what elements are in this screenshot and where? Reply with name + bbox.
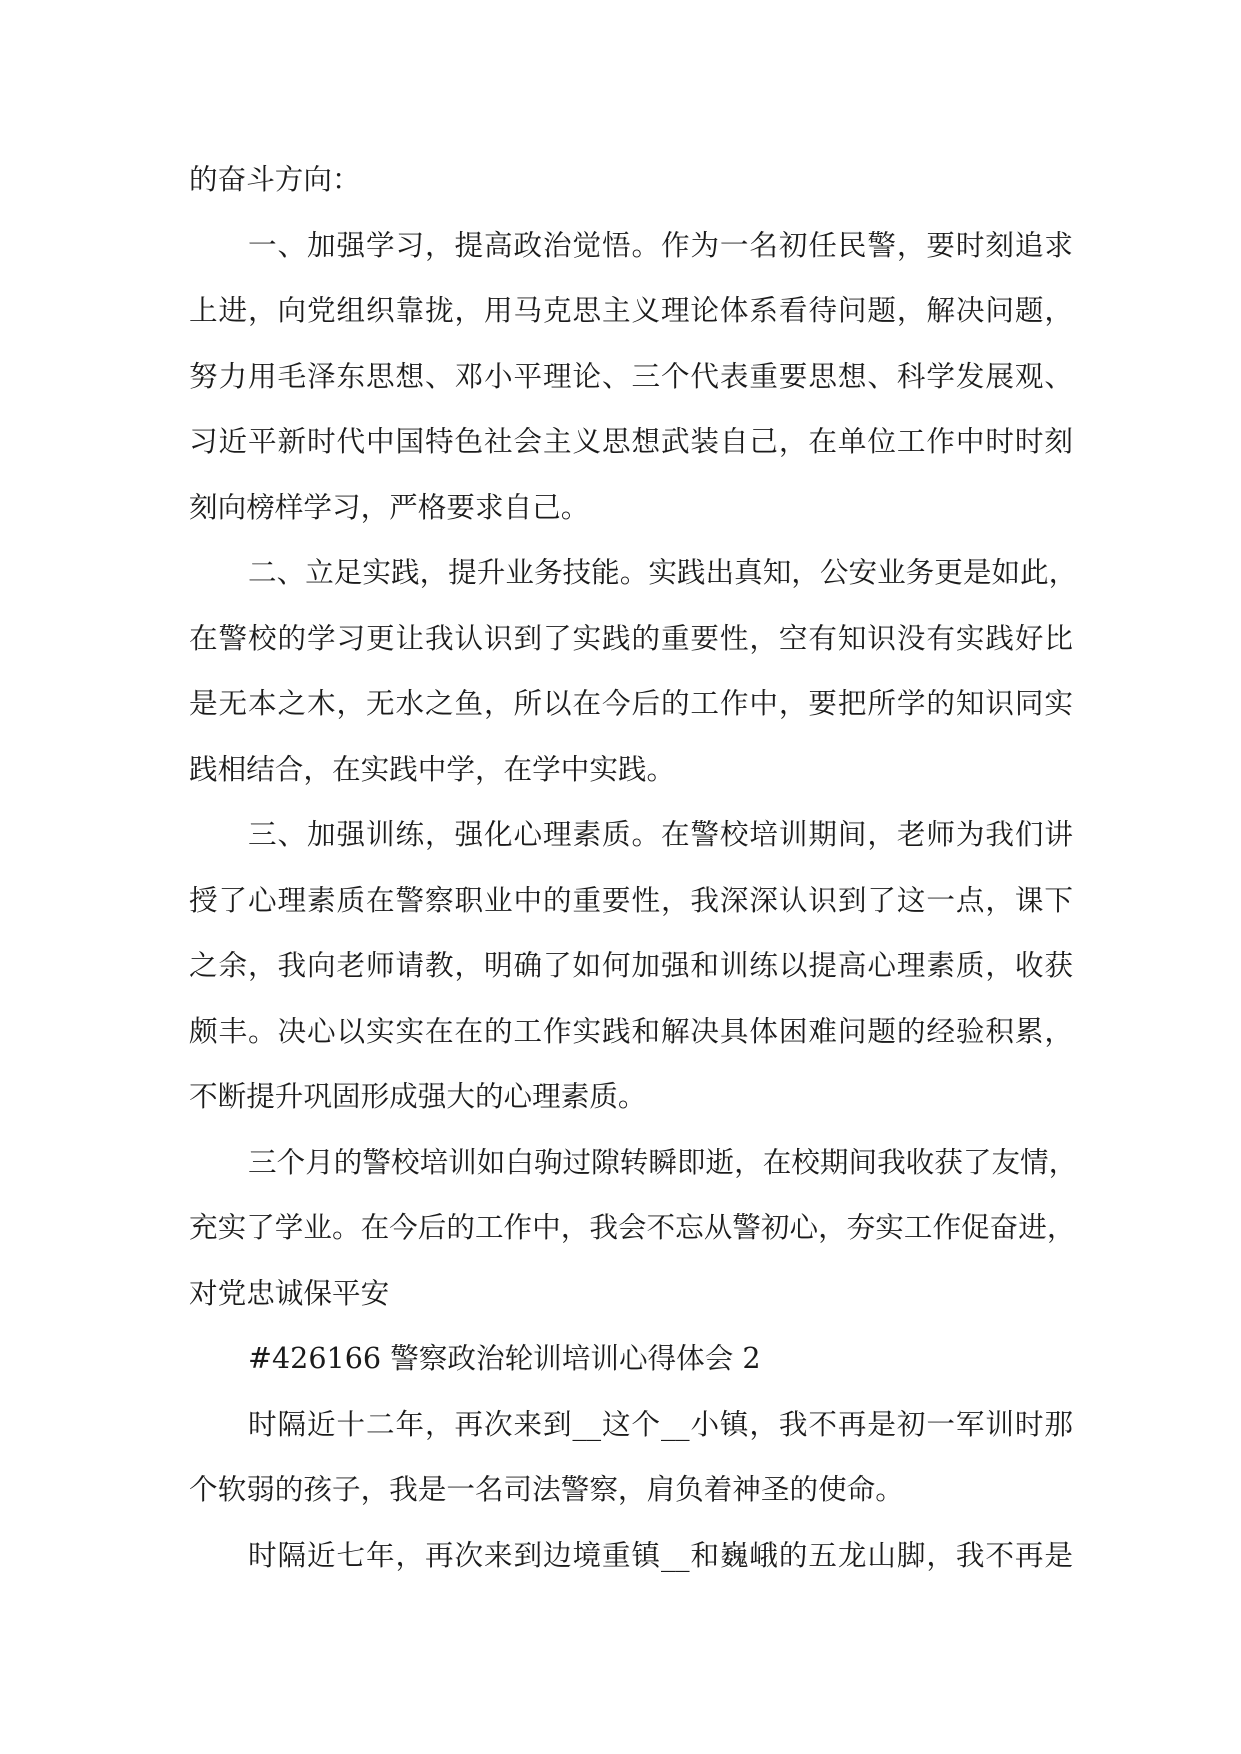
paragraph: [189, 1523, 1073, 1589]
text-line: 时隔近七年，再次来到边境重镇__和巍峨的五龙山脚，我不再是: [248, 1537, 1073, 1572]
paragraph: [189, 1392, 1073, 1523]
text-line: 充实了学业。在今后的工作中，我会不忘从警初心，夯实工作促奋进，: [189, 1210, 1076, 1244]
text-line: 颇丰。决心以实实在在的工作实践和解决具体困难问题的经验积累，: [189, 1013, 1073, 1048]
text-line: 一、加强学习，提高政治觉悟。作为一名初任民警，要时刻追求: [248, 227, 1073, 262]
text-line: 是无本之木，无水之鱼，所以在今后的工作中，要把所学的知识同实: [189, 686, 1073, 720]
section-heading: [189, 1326, 1073, 1392]
text-line: 上进，向党组织靠拢，用马克思主义理论体系看待问题，解决问题，: [189, 293, 1073, 327]
text-line: 时隔近十二年，再次来到__这个__小镇，我不再是初一军训时那: [248, 1406, 1073, 1441]
text-line: 之余，我向老师请教，明确了如何加强和训练以提高心理素质，收获: [189, 948, 1073, 982]
document-body: [189, 147, 1078, 1588]
text-line: 授了心理素质在警察职业中的重要性，我深深认识到了这一点，课下: [189, 882, 1073, 917]
paragraph: [189, 1130, 1078, 1327]
text-line: 践相结合，在实践中学，在学中实践。: [189, 751, 676, 786]
text-line: 三个月的警校培训如白驹过隙转瞬即逝，在校期间我收获了友情，: [248, 1144, 1078, 1179]
text-line: 努力用毛泽东思想、邓小平理论、三个代表重要思想、科学发展观、: [189, 358, 1073, 393]
text-line: 习近平新时代中国特色社会主义思想武装自己，在单位工作中时时刻: [189, 424, 1073, 458]
text-line: 三、加强训练，强化心理素质。在警校培训期间，老师为我们讲: [248, 817, 1073, 851]
text-line: 刻向榜样学习，严格要求自己。: [189, 489, 590, 524]
text-line: 的奋斗方向：: [189, 162, 361, 196]
text-line: 对党忠诚保平安: [189, 1275, 390, 1310]
text-line: 在警校的学习更让我认识到了实践的重要性，空有知识没有实践好比: [189, 620, 1073, 655]
paragraph: [189, 213, 1073, 541]
section-heading-text: #426166 警察政治轮训培训心得体会 2: [248, 1341, 761, 1375]
text-line: 二、立足实践，提升业务技能。实践出真知，公安业务更是如此，: [248, 555, 1078, 589]
text-line: 个软弱的孩子，我是一名司法警察，肩负着神圣的使命。: [189, 1472, 904, 1506]
paragraph: [189, 802, 1073, 1130]
paragraph: [189, 540, 1078, 802]
paragraph: [189, 147, 1073, 213]
text-line: 不断提升巩固形成强大的心理素质。: [189, 1079, 647, 1113]
